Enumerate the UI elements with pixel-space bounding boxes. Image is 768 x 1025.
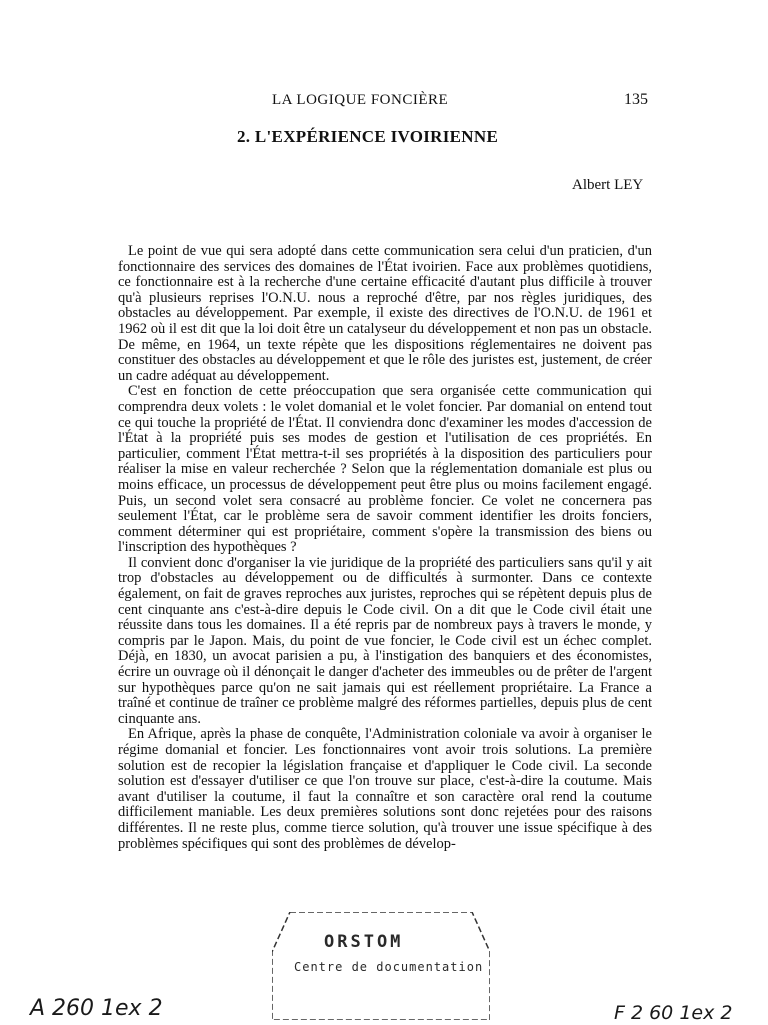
body-text xyxy=(118,244,652,852)
running-head: LA LOGIQUE FONCIÈRE xyxy=(272,92,449,108)
paragraph-3: Il convient donc d'organiser la vie juridique de la propriété des particuliers sans qu'il y ait trop d'obstacles au développement ou de difficultés à surmonter. Dans ce contexte également, on fait de graves reproches aux juristes, reproches qui se répètent depuis plus de cent cinquante ans c'est-à-dire depuis le Code civil. On a dit que le Code civil était une réussite dans tous les domaines. Il a été repris par de nombreux pays à travers le monde, y compris par le Japon. Mais, du point de vue foncier, le Code civil est un échec complet. Déjà, en 1830, un avocat parisien a pu, à l'instigation des banquiers et des économistes, écrire un ouvrage où il dénonçait le danger d'acheter des immeubles ou de prêter de l'argent sur hypothèques parce qu'on ne sait jamais qui est réellement propriétaire. La France a traîné et continue de traîner ce problème malgré des réformes partielles, depuis plus de cent cinquante ans. xyxy=(118,554,652,727)
section-title: 2. L'EXPÉRIENCE IVOIRIENNE xyxy=(237,127,499,146)
page-number: 135 xyxy=(624,91,648,108)
paragraph-2: C'est en fonction de cette préoccupation que sera organisée cette communication qui comprendra deux volets : le volet domanial et le volet foncier. Par domanial on entend tout ce qui touche la propriété de l'État. Il conviendra donc d'examiner les modes d'accession de l'État à la propriété puis ses modes de gestion et l'utilisation de ces propriétés. En particulier, comment l'État mettra-t-il ses propriétés à la disposition des particuliers pour réaliser la mise en valeur recherchée ? Selon que la réglementation domaniale est plus ou moins efficace, un processus de développement peut être plus ou moins facilement engagé. Puis, un second volet sera consacré au problème foncier. Ce volet ne concernera pas seulement l'État, car le problème sera de savoir comment identifier les droits fonciers, comment déterminer qui est propriétaire, comment s'opère la transmission des biens ou l'inscription des hypothèques ? xyxy=(118,383,652,556)
paragraph-1: Le point de vue qui sera adopté dans cette communication sera celui d'un praticien, d'un fonctionnaire des services des domaines de l'État ivoirien. Face aux problèmes quotidiens, ce fonctionnaire est à la recherche d'une certaine efficacité d'autant plus difficile à trouver qu'à plusieurs reprises l'O.N.U. nous a reproché d'être, par nos règles juridiques, des obstacles au développement. Par exemple, il existe des directives de l'O.N.U. de 1961 et 1962 où il est dit que la loi doit être un catalyseur du développement et non pas un obstacle. De même, en 1964, un texte répète que les dispositions réglementaires ne doivent pas constituer des obstacles au développement et que le rôle des juristes est, justement, de créer un cadre adéquat au développement. xyxy=(118,243,652,384)
author-name: Albert LEY xyxy=(572,177,644,193)
stamp-line-2: Centre de documentation xyxy=(294,960,484,974)
handwritten-catalog-note-right: F 2 60 1ex 2 xyxy=(614,1002,733,1024)
handwritten-catalog-note-left: A 260 1ex 2 xyxy=(30,996,163,1021)
library-stamp xyxy=(272,912,490,1020)
paragraph-4: En Afrique, après la phase de conquête, l'Administration coloniale va avoir à organiser le régime domanial et foncier. Les fonctionnaires vont avoir trois solutions. La première solution est de recopier la législation française et d'appliquer le Code civil. La seconde solution est d'essayer d'utiliser ce que l'on trouve sur place, c'est-à-dire la coutume. Mais avant d'utiliser la coutume, il faut la connaître et son caractère oral rend la coutume difficilement maniable. Les deux premières solutions sont donc rejetées pour des raisons différentes. Il ne reste plus, comme tierce solution, qu'à trouver une issue spécifique à des problèmes spécifiques qui sont des problèmes de dévelop- xyxy=(118,726,652,852)
stamp-line-1: ORSTOM xyxy=(324,932,404,952)
